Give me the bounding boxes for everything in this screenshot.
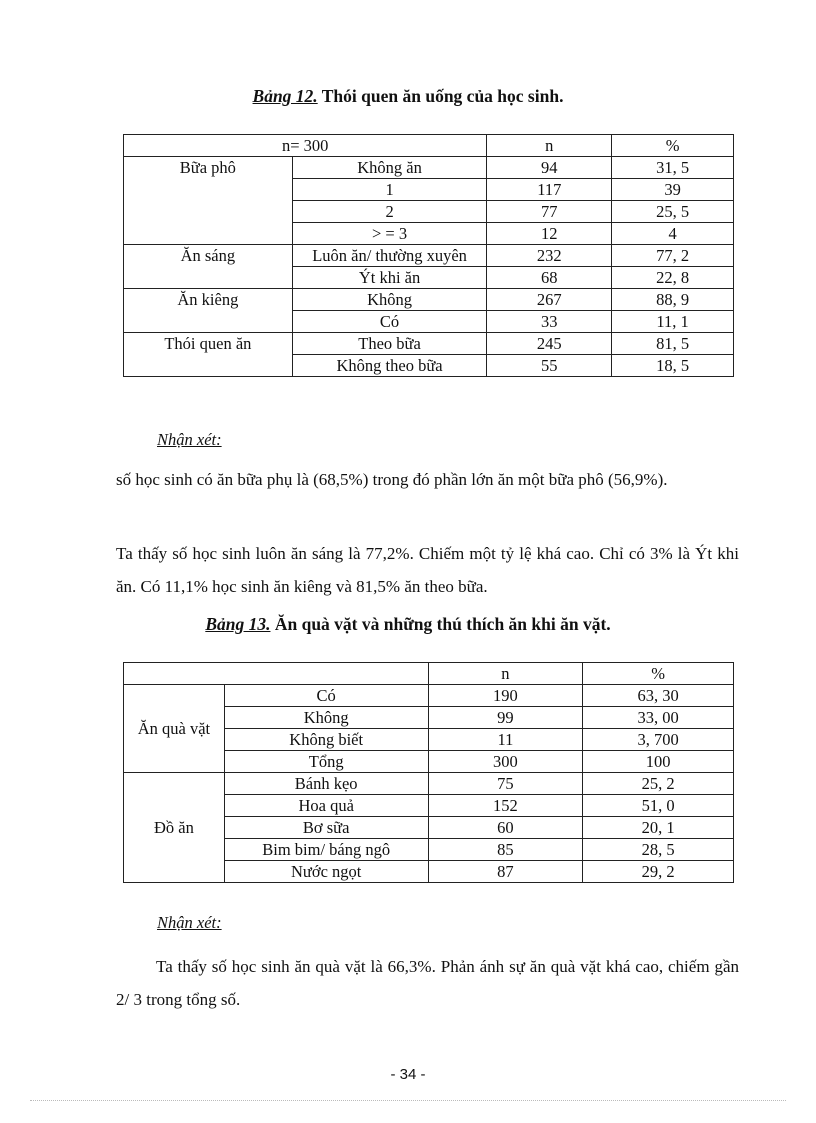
group-cell: Thói quen ăn — [124, 333, 293, 377]
n-cell: 245 — [487, 333, 612, 355]
label-cell: > = 3 — [292, 223, 487, 245]
n-cell: 152 — [428, 795, 583, 817]
pct-cell: 51, 0 — [583, 795, 734, 817]
n-cell: 12 — [487, 223, 612, 245]
pct-cell: 25, 5 — [612, 201, 734, 223]
table12 — [123, 134, 734, 377]
header-cell — [124, 663, 429, 685]
table12-caption — [0, 86, 816, 107]
table-header-row — [124, 663, 734, 685]
pct-cell: 31, 5 — [612, 157, 734, 179]
label-cell: Bánh kẹo — [224, 773, 428, 795]
n-cell: 190 — [428, 685, 583, 707]
label-cell: 2 — [292, 201, 487, 223]
n-cell: 33 — [487, 311, 612, 333]
label-cell: Bim bim/ báng ngô — [224, 839, 428, 861]
label-cell: Nước ngọt — [224, 861, 428, 883]
label-cell: Hoa quả — [224, 795, 428, 817]
pct-cell: 63, 30 — [583, 685, 734, 707]
label-cell: Có — [224, 685, 428, 707]
pct-cell: 39 — [612, 179, 734, 201]
label-cell: Không biết — [224, 729, 428, 751]
n-cell: 55 — [487, 355, 612, 377]
n-cell: 68 — [487, 267, 612, 289]
table-row — [124, 333, 734, 355]
n-cell: 117 — [487, 179, 612, 201]
pct-cell: 77, 2 — [612, 245, 734, 267]
n-cell: 85 — [428, 839, 583, 861]
header-cell: n= 300 — [124, 135, 487, 157]
pct-cell: 81, 5 — [612, 333, 734, 355]
label-cell: Theo bữa — [292, 333, 487, 355]
group-cell: Ăn sáng — [124, 245, 293, 289]
header-cell: % — [612, 135, 734, 157]
group-cell: Đồ ăn — [124, 773, 225, 883]
n-cell: 99 — [428, 707, 583, 729]
pct-cell: 4 — [612, 223, 734, 245]
table13-caption-label: Bảng 13. — [205, 614, 271, 634]
n-cell: 60 — [428, 817, 583, 839]
n-cell: 94 — [487, 157, 612, 179]
n-cell: 87 — [428, 861, 583, 883]
table-header-row — [124, 135, 734, 157]
pct-cell: 29, 2 — [583, 861, 734, 883]
table13-caption-text: Ăn quà vặt và những thú thích ăn khi ăn vặt. — [270, 614, 611, 634]
label-cell: Luôn ăn/ thường xuyên — [292, 245, 487, 267]
header-cell: n — [428, 663, 583, 685]
header-cell: n — [487, 135, 612, 157]
page-number: - 34 - — [390, 1066, 426, 1083]
group-cell: Ăn quà vặt — [124, 685, 225, 773]
footer-divider — [30, 1100, 786, 1101]
table-row — [124, 289, 734, 311]
remark-label: Nhận xét: — [157, 913, 222, 932]
remark1-paragraph-2: Ta thấy số học sinh luôn ăn sáng là 77,2%. Chiếm một tỷ lệ khá cao. Chỉ có 3% là Ýt khi ăn. Có 11,1% học sinh ăn kiêng và 81,5% ăn theo bữa. — [116, 544, 739, 596]
n-cell: 77 — [487, 201, 612, 223]
n-cell: 75 — [428, 773, 583, 795]
pct-cell: 28, 5 — [583, 839, 734, 861]
n-cell: 232 — [487, 245, 612, 267]
label-cell: Bơ sữa — [224, 817, 428, 839]
pct-cell: 25, 2 — [583, 773, 734, 795]
pct-cell: 18, 5 — [612, 355, 734, 377]
label-cell: Không theo bữa — [292, 355, 487, 377]
pct-cell: 20, 1 — [583, 817, 734, 839]
label-cell: Không ăn — [292, 157, 487, 179]
table12-caption-label: Bảng 12. — [252, 86, 318, 106]
table13-caption — [0, 614, 816, 635]
pct-cell: 3, 700 — [583, 729, 734, 751]
label-cell: 1 — [292, 179, 487, 201]
label-cell: Không — [292, 289, 487, 311]
remark1-paragraph-1: số học sinh có ăn bữa phụ là (68,5%) trong đó phần lớn ăn một bữa phô (56,9%). — [116, 470, 668, 489]
n-cell: 300 — [428, 751, 583, 773]
table-row — [124, 685, 734, 707]
remark2-paragraph: Ta thấy số học sinh ăn quà vặt là 66,3%. Phản ánh sự ăn quà vặt khá cao, chiếm gần 2/ 3 trong tổng số. — [116, 957, 739, 1009]
pct-cell: 11, 1 — [612, 311, 734, 333]
remark-label: Nhận xét: — [157, 430, 222, 449]
n-cell: 11 — [428, 729, 583, 751]
table13 — [123, 662, 734, 883]
label-cell: Ýt khi ăn — [292, 267, 487, 289]
table-row — [124, 157, 734, 179]
group-cell: Ăn kiêng — [124, 289, 293, 333]
header-cell: % — [583, 663, 734, 685]
label-cell: Tổng — [224, 751, 428, 773]
pct-cell: 88, 9 — [612, 289, 734, 311]
pct-cell: 33, 00 — [583, 707, 734, 729]
pct-cell: 22, 8 — [612, 267, 734, 289]
table-row — [124, 245, 734, 267]
table12-caption-text: Thói quen ăn uống của học sinh. — [317, 86, 564, 106]
label-cell: Không — [224, 707, 428, 729]
table-row — [124, 773, 734, 795]
label-cell: Có — [292, 311, 487, 333]
n-cell: 267 — [487, 289, 612, 311]
pct-cell: 100 — [583, 751, 734, 773]
group-cell: Bữa phô — [124, 157, 293, 245]
